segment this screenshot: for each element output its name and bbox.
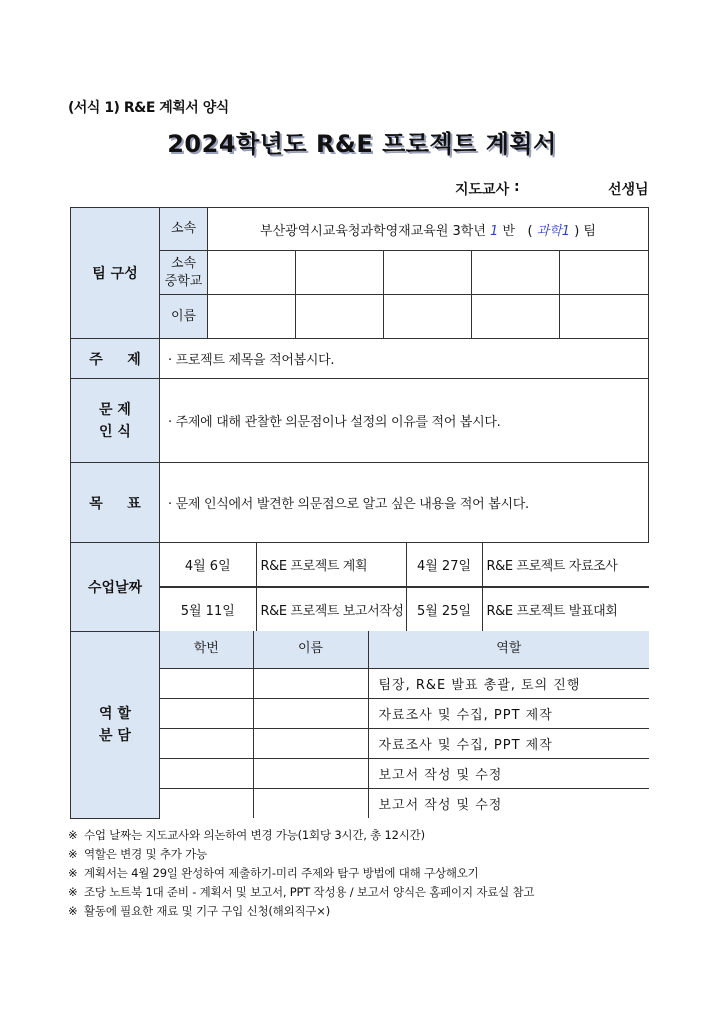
schedule-task: R&E 프로젝트 계획 xyxy=(256,543,406,587)
student-name-field[interactable] xyxy=(253,728,368,758)
col-name: 이름 xyxy=(253,631,368,668)
class-word: 반 xyxy=(502,223,516,239)
schedule-date: 5월 11일 xyxy=(160,588,256,632)
school-field-4[interactable] xyxy=(472,251,560,295)
team-name: 과학1 xyxy=(536,223,571,239)
problem-header-line2: 인 식 xyxy=(99,423,131,440)
schedule-date: 4월 6일 xyxy=(160,543,256,587)
note-mark: ※ xyxy=(68,847,78,861)
member-name-field-4[interactable] xyxy=(472,295,560,339)
member-name-field-3[interactable] xyxy=(384,295,472,339)
goal-header-char-1: 목 xyxy=(89,495,103,512)
note-item xyxy=(68,864,534,883)
schedule-date: 4월 27일 xyxy=(406,543,482,587)
schedule-header: 수업날짜 xyxy=(71,543,160,632)
member-name-field-5[interactable] xyxy=(560,295,649,339)
problem-header xyxy=(71,379,160,463)
schedule-row-2-table xyxy=(160,587,649,631)
note-mark: ※ xyxy=(68,904,78,918)
note-text: 계획서는 4월 29일 완성하여 제출하기-미리 주제와 탐구 방법에 대해 구상해오기 xyxy=(84,866,479,880)
role-text: 보고서 작성 및 수정 xyxy=(368,788,649,818)
member-name-field-1[interactable] xyxy=(208,295,296,339)
school-label xyxy=(160,251,208,295)
member-name-field-2[interactable] xyxy=(296,295,384,339)
student-id-field[interactable] xyxy=(160,758,253,788)
plan-table xyxy=(70,207,649,819)
schedule-row-1 xyxy=(160,543,649,588)
form-label: (서식 1) R&E 계획서 양식 xyxy=(68,100,229,116)
goal-header-char-2: 표 xyxy=(127,495,141,512)
role-text: 보고서 작성 및 수정 xyxy=(368,758,649,788)
role-text: 자료조사 및 수집, PPT 제작 xyxy=(368,728,649,758)
team-word: 팀 xyxy=(583,223,596,239)
note-mark: ※ xyxy=(68,866,78,880)
student-id-field[interactable] xyxy=(160,728,253,758)
affiliation-value xyxy=(208,208,649,251)
role-text: 팀장, R&E 발표 총괄, 토의 진행 xyxy=(368,668,649,698)
roles-header-line1: 역 할 xyxy=(99,705,131,722)
col-role: 역할 xyxy=(368,631,649,668)
note-item xyxy=(68,845,534,864)
school-label-line2: 중학교 xyxy=(164,273,203,289)
role-text: 자료조사 및 수집, PPT 제작 xyxy=(368,698,649,728)
note-item xyxy=(68,902,534,921)
note-text: 조당 노트북 1대 준비 - 계획서 및 보고서, PPT 작성용 / 보고서 양식은 홈페이지 자료실 참고 xyxy=(84,885,535,899)
teacher-colon: : xyxy=(514,179,520,195)
school-label-line1: 소속 xyxy=(170,255,197,271)
schedule-task: R&E 프로젝트 자료조사 xyxy=(482,543,649,587)
school-field-1[interactable] xyxy=(208,251,296,295)
topic-header-char-2: 제 xyxy=(127,351,141,368)
schedule-task: R&E 프로젝트 발표대회 xyxy=(482,588,649,632)
student-name-field[interactable] xyxy=(253,788,368,818)
school-field-5[interactable] xyxy=(560,251,649,295)
schedule-date: 5월 25일 xyxy=(406,588,482,632)
schedule-row-2 xyxy=(160,587,649,631)
school-field-3[interactable] xyxy=(384,251,472,295)
student-name-field[interactable] xyxy=(253,668,368,698)
notes-list xyxy=(68,826,534,921)
teacher-suffix: 선생님 xyxy=(608,182,649,198)
topic-header xyxy=(71,339,160,379)
roles-header xyxy=(71,631,160,818)
document-title: 2024학년도 R&E 프로젝트 계획서 xyxy=(167,130,557,158)
affiliation-text: 부산광역시교육청과학영재교육원 3학년 xyxy=(260,223,486,239)
roles-header-line2: 분 담 xyxy=(99,727,131,744)
student-id-field[interactable] xyxy=(160,698,253,728)
topic-header-char-1: 주 xyxy=(89,351,103,368)
goal-prompt[interactable]: · 문제 인식에서 발견한 의문점으로 알고 싶은 내용을 적어 봅시다. xyxy=(160,463,649,543)
class-number: 1 xyxy=(490,223,499,239)
team-open: ( xyxy=(527,223,533,239)
student-name-field[interactable] xyxy=(253,758,368,788)
name-label: 이름 xyxy=(160,295,208,339)
note-text: 활동에 필요한 재료 및 기구 구입 신청(해외직구×) xyxy=(84,904,331,918)
note-mark: ※ xyxy=(68,828,78,842)
schedule-task: R&E 프로젝트 보고서작성 xyxy=(256,588,406,632)
school-field-2[interactable] xyxy=(296,251,384,295)
team-close: ) xyxy=(574,223,580,239)
schedule-row-1-table xyxy=(160,543,649,587)
note-mark: ※ xyxy=(68,885,78,899)
affiliation-label: 소속 xyxy=(160,208,208,251)
roles-table xyxy=(160,631,649,818)
note-item xyxy=(68,826,534,845)
goal-header xyxy=(71,463,160,543)
student-id-field[interactable] xyxy=(160,668,253,698)
student-id-field[interactable] xyxy=(160,788,253,818)
topic-prompt[interactable]: · 프로젝트 제목을 적어봅시다. xyxy=(160,339,649,379)
note-text: 수업 날짜는 지도교사와 의논하여 변경 가능(1회당 3시간, 총 12시간) xyxy=(84,828,425,842)
note-text: 역할은 변경 및 추가 가능 xyxy=(84,847,207,861)
col-student-id: 학번 xyxy=(160,631,253,668)
teacher-label: 지도교사 xyxy=(455,182,510,198)
team-header: 팀 구성 xyxy=(71,208,160,339)
problem-prompt[interactable]: · 주제에 대해 관찰한 의문점이나 설정의 이유를 적어 봅시다. xyxy=(160,379,649,463)
student-name-field[interactable] xyxy=(253,698,368,728)
note-item xyxy=(68,883,534,902)
problem-header-line1: 문 제 xyxy=(99,401,131,418)
roles-grid xyxy=(160,631,649,818)
